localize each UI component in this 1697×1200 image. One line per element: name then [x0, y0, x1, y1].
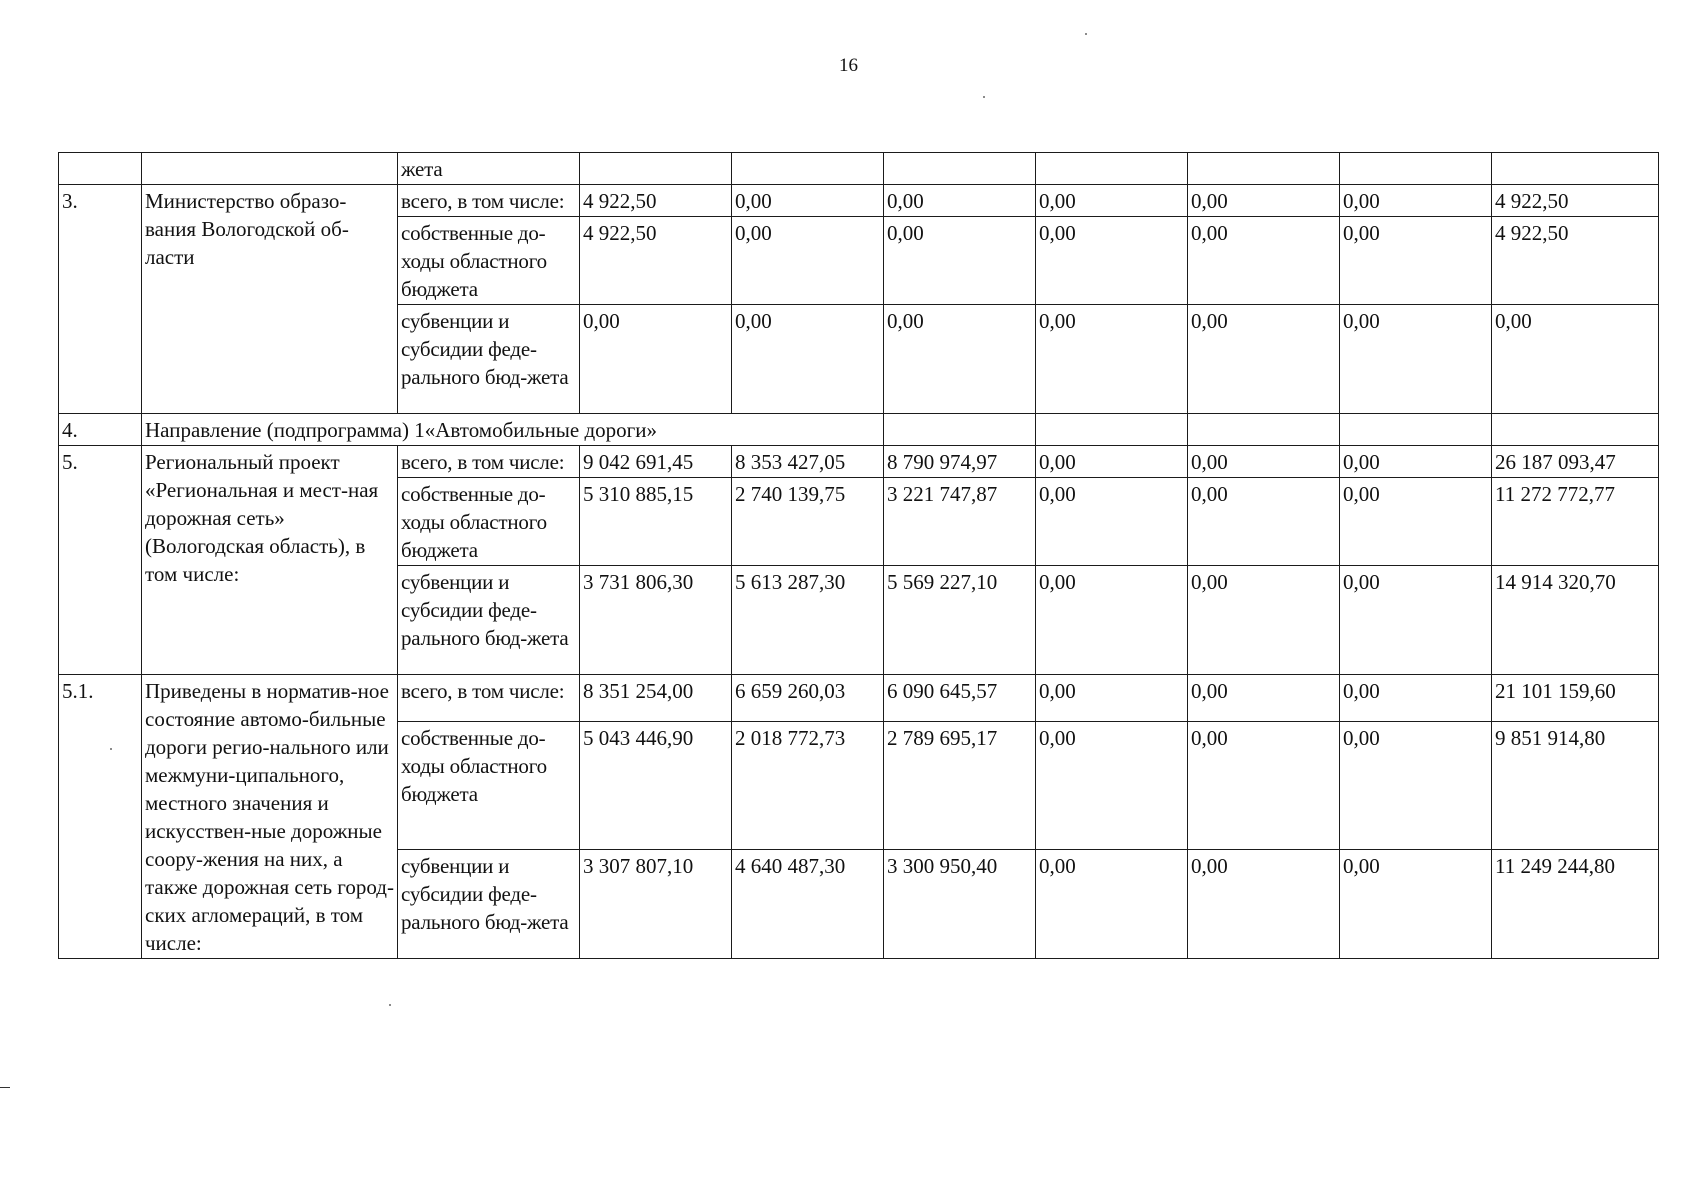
year-value: 4 640 487,30 [732, 850, 884, 959]
funding-source-label: всего, в том числе: [398, 185, 580, 217]
year-value: 0,00 [1188, 185, 1340, 217]
year-value: 5 310 885,15 [580, 478, 732, 566]
year-value: 0,00 [1340, 305, 1492, 414]
table-row-section [59, 414, 1659, 446]
year-value: 5 043 446,90 [580, 721, 732, 849]
funding-source-label: субвенции и субсидии феде-рального бюд-жета [398, 850, 580, 959]
year-value: 8 353 427,05 [732, 446, 884, 478]
year-value: 3 221 747,87 [884, 478, 1036, 566]
year-value: 0,00 [1188, 305, 1340, 414]
year-value: 0,00 [1036, 305, 1188, 414]
budget-table-body [59, 153, 1659, 959]
table-row-continuation [59, 153, 1659, 185]
year-value: 5 569 227,10 [884, 566, 1036, 675]
year-value: 0,00 [1340, 566, 1492, 675]
year-value: 0,00 [1188, 478, 1340, 566]
year-value: 9 042 691,45 [580, 446, 732, 478]
value-cell [1492, 414, 1659, 446]
funding-source-label: субвенции и субсидии феде-рального бюд-жета [398, 566, 580, 675]
year-value: 0,00 [1340, 446, 1492, 478]
value-cell [580, 153, 732, 185]
year-value: 0,00 [1036, 850, 1188, 959]
year-value: 0,00 [1188, 566, 1340, 675]
value-cell [1492, 153, 1659, 185]
value-cell [884, 414, 1036, 446]
year-value: 2 789 695,17 [884, 721, 1036, 849]
funding-source-label: всего, в том числе: [398, 446, 580, 478]
year-value: 0,00 [1188, 721, 1340, 849]
year-value: 0,00 [1036, 185, 1188, 217]
total-value: 4 922,50 [1492, 217, 1659, 305]
year-value: 0,00 [732, 305, 884, 414]
year-value: 0,00 [1340, 478, 1492, 566]
table-row [59, 185, 1659, 217]
total-value: 0,00 [1492, 305, 1659, 414]
row-number: 5.1. [59, 675, 142, 959]
funding-source-label: собственные до-ходы областного бюджета [398, 478, 580, 566]
funding-source-label: собственные до-ходы областного бюджета [398, 217, 580, 305]
year-value: 0,00 [884, 217, 1036, 305]
total-value: 11 249 244,80 [1492, 850, 1659, 959]
value-cell [1340, 153, 1492, 185]
row-name-cell [142, 153, 398, 185]
year-value: 0,00 [1036, 721, 1188, 849]
year-value: 0,00 [1188, 850, 1340, 959]
funding-source-label: всего, в том числе: [398, 675, 580, 722]
year-value: 0,00 [732, 217, 884, 305]
value-cell [884, 153, 1036, 185]
row-name: Приведены в норматив-ное состояние автомо-бильные дороги регио-нального или межмуни-ципального, местного значения и искусствен-ные дорожные соору-жения на них, а также дорожная сеть город-ских агломераций, в том числе: [142, 675, 398, 959]
year-value: 5 613 287,30 [732, 566, 884, 675]
year-value: 0,00 [1036, 446, 1188, 478]
value-cell [1036, 153, 1188, 185]
total-value: 11 272 772,77 [1492, 478, 1659, 566]
year-value: 0,00 [1036, 566, 1188, 675]
value-cell [1188, 153, 1340, 185]
year-value: 4 922,50 [580, 217, 732, 305]
year-value: 2 018 772,73 [732, 721, 884, 849]
row-name: Министерство образо-вания Вологодской об-ласти [142, 185, 398, 414]
year-value: 0,00 [884, 185, 1036, 217]
total-value: 9 851 914,80 [1492, 721, 1659, 849]
row-name: Региональный проект «Региональная и мест-ная дорожная сеть» (Вологодская область), в том числе: [142, 446, 398, 675]
year-value: 2 740 139,75 [732, 478, 884, 566]
value-cell [1188, 414, 1340, 446]
value-cell [1036, 414, 1188, 446]
year-value: 3 731 806,30 [580, 566, 732, 675]
year-value: 8 790 974,97 [884, 446, 1036, 478]
year-value: 0,00 [1340, 185, 1492, 217]
year-value: 0,00 [732, 185, 884, 217]
funding-source-label: субвенции и субсидии феде-рального бюд-жета [398, 305, 580, 414]
year-value: 3 307 807,10 [580, 850, 732, 959]
year-value: 0,00 [1188, 675, 1340, 722]
value-cell [1340, 414, 1492, 446]
year-value: 0,00 [1188, 217, 1340, 305]
year-value: 0,00 [1340, 675, 1492, 722]
year-value: 6 090 645,57 [884, 675, 1036, 722]
total-value: 14 914 320,70 [1492, 566, 1659, 675]
budget-table [58, 152, 1659, 959]
row-number: 5. [59, 446, 142, 675]
year-value: 8 351 254,00 [580, 675, 732, 722]
section-title: Направление (подпрограмма) 1«Автомобильные дороги» [142, 414, 884, 446]
year-value: 6 659 260,03 [732, 675, 884, 722]
year-value: 0,00 [884, 305, 1036, 414]
year-value: 0,00 [580, 305, 732, 414]
year-value: 0,00 [1036, 478, 1188, 566]
year-value: 4 922,50 [580, 185, 732, 217]
year-value: 0,00 [1036, 675, 1188, 722]
year-value: 0,00 [1340, 850, 1492, 959]
total-value: 21 101 159,60 [1492, 675, 1659, 722]
row-number-cell [59, 153, 142, 185]
table-row [59, 446, 1659, 478]
year-value: 3 300 950,40 [884, 850, 1036, 959]
table-row [59, 675, 1659, 722]
total-value: 26 187 093,47 [1492, 446, 1659, 478]
year-value: 0,00 [1340, 721, 1492, 849]
total-value: 4 922,50 [1492, 185, 1659, 217]
page-number: 16 [839, 55, 858, 76]
funding-source-label: собственные до-ходы областного бюджета [398, 721, 580, 849]
scan-edge-mark [0, 1087, 10, 1088]
row-number: 3. [59, 185, 142, 414]
year-value: 0,00 [1188, 446, 1340, 478]
year-value: 0,00 [1036, 217, 1188, 305]
funding-source-label: жета [398, 153, 580, 185]
value-cell [732, 153, 884, 185]
row-number: 4. [59, 414, 142, 446]
year-value: 0,00 [1340, 217, 1492, 305]
